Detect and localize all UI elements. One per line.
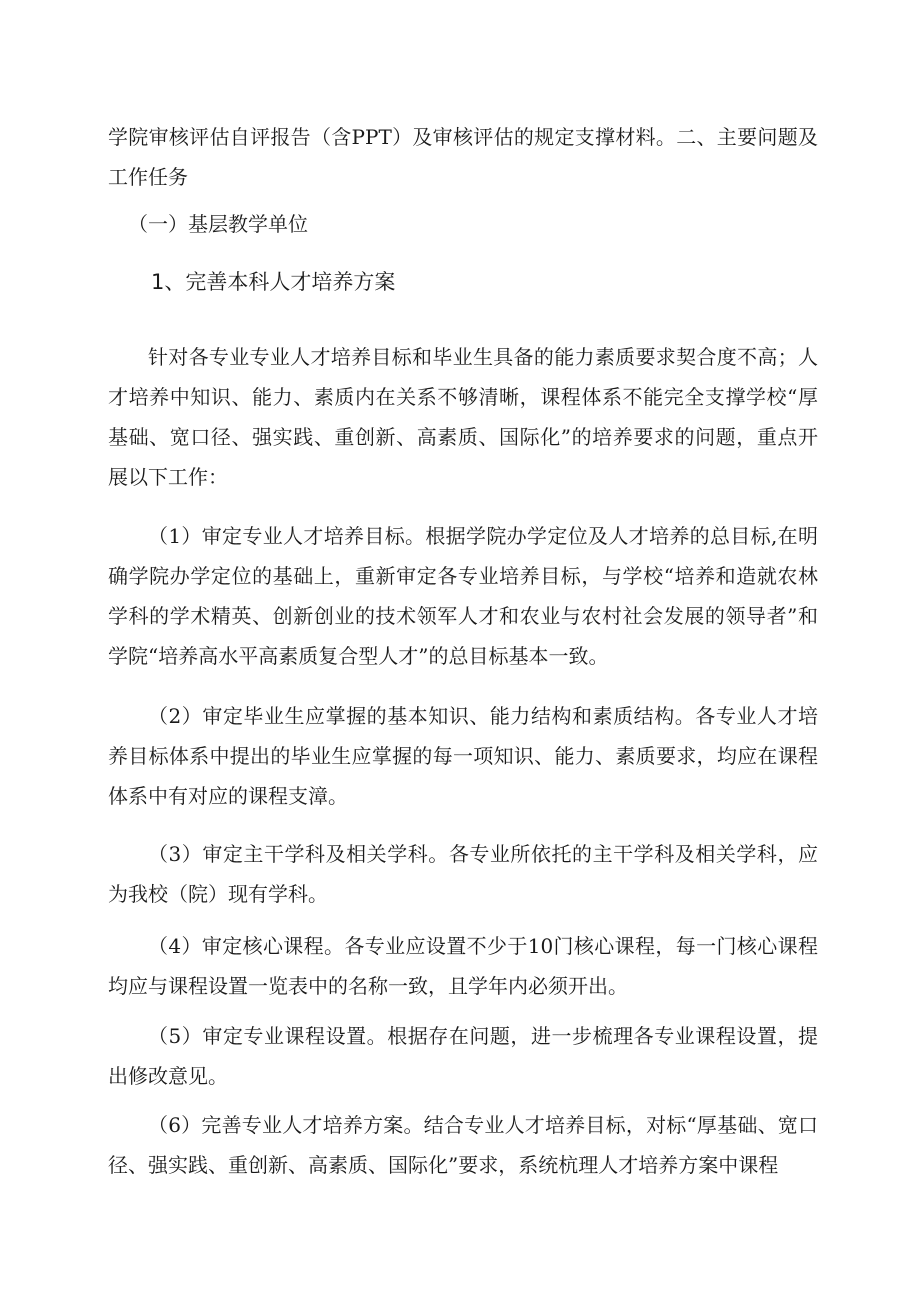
paragraph-item-5: （5）审定专业课程设置。根据存在问题，进一步梳理各专业课程设置，提出修改意见。 <box>108 1024 818 1088</box>
section-heading: （一）基层教学单位 <box>128 212 308 236</box>
paragraph-item-4: （4）审定核心课程。各专业应设置不少于10门核心课程，每一门核心课程均应与课程设置一览表中的名称一致，且学年内必须开出。 <box>108 934 818 998</box>
paragraph-item-3: （3）审定主干学科及相关学科。各专业所依托的主干学科及相关学科，应为我校（院）现有学科。 <box>108 842 818 906</box>
paragraph-intro: 针对各专业专业人才培养目标和毕业生具备的能力素质要求契合度不高；人才培养中知识、能力、素质内在关系不够清晰，课程体系不能完全支撑学校“厚基础、宽口径、强实践、重创新、高素质、国际化”的培养要求的问题，重点开展以下工作： <box>108 345 818 489</box>
paragraph-item-6: （6）完善专业人才培养方案。结合专业人才培养目标，对标“厚基础、宽口径、强实践、重创新、高素质、国际化”要求，系统杭理人才培养方案中课程 <box>108 1113 818 1177</box>
opening-paragraph: 学院审核评估自评报告（含PPT）及审核评估的规定支撑材料。二、主要问题及工作任务 <box>108 125 818 189</box>
paragraph-item-1: （1）审定专业人才培养目标。根据学院办学定位及人才培养的总目标,在明确学院办学定位的基础上，重新审定各专业培养目标，与学校“培养和造就农林学科的学术精英、创新创业的技术领军人才和农业与农村社会发展的领导者”和学院“培养高水平高素质复合型人才”的总目标基本一致。 <box>108 524 818 668</box>
paragraph-item-2: （2）审定毕业生应掌握的基本知识、能力结构和素质结构。各专业人才培养目标体系中提出的毕业生应掌握的每一项知识、能力、素质要求，均应在课程体系中有对应的课程支漳。 <box>108 704 818 808</box>
subsection-heading: 1、完善本科人才培养方案 <box>151 270 396 294</box>
